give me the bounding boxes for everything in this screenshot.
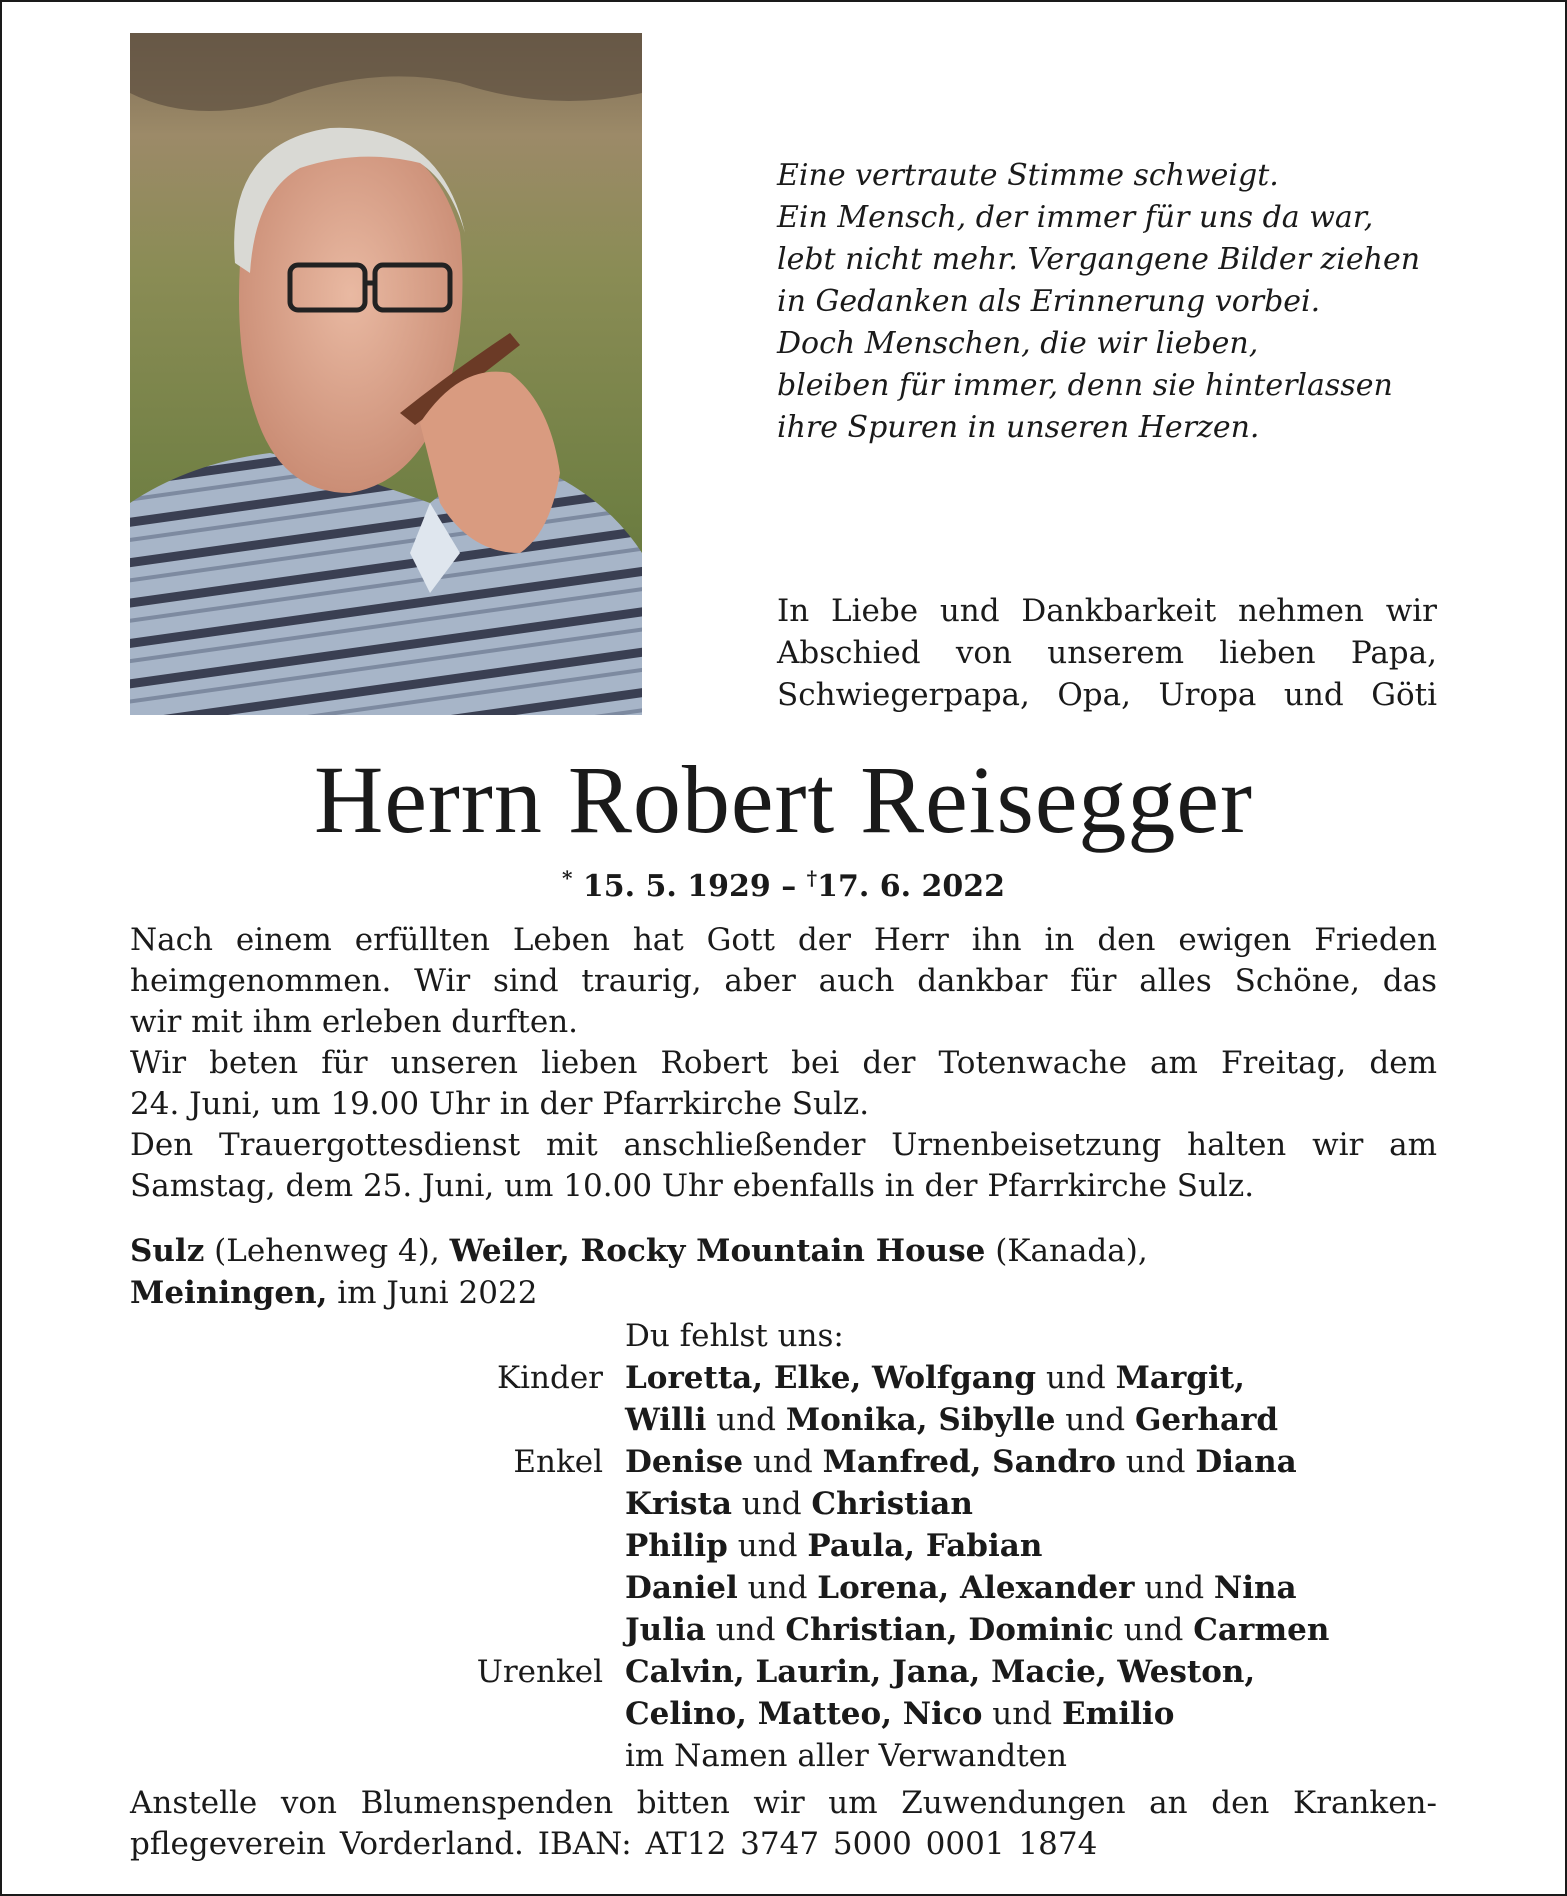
place-date: im Juni 2022 — [327, 1275, 538, 1311]
life-dates — [130, 858, 1437, 907]
birth-symbol: * — [561, 866, 573, 890]
mourner-line: Julia und Christian, Dominic und Carmen — [625, 1612, 1330, 1648]
intro-line: Abschied von unserem lieben Papa, — [777, 635, 1437, 671]
intro-line: In Liebe und Dankbarkeit nehmen wir — [777, 593, 1437, 629]
place: Sulz — [130, 1233, 205, 1269]
body-line: Nach einem erfüllten Leben hat Gott der Herr ihn in den ewigen Frieden — [130, 922, 1437, 958]
poem-line: lebt nicht mehr. Vergangene Bilder ziehen — [777, 242, 1421, 277]
places-and-date — [130, 1230, 1437, 1314]
mourner-line: Loretta, Elke, Wolfgang und Margit, — [625, 1360, 1245, 1396]
poem-line: Doch Menschen, die wir lieben, — [777, 326, 1259, 361]
place-note: (Kanada), — [985, 1233, 1148, 1269]
intro-line: Schwiegerpapa, Opa, Uropa und Göti — [777, 677, 1437, 713]
mourners-footer: im Namen aller Verwandten — [625, 1738, 1067, 1774]
farewell-intro — [777, 590, 1437, 716]
death-symbol: † — [806, 866, 818, 890]
poem-line: in Gedanken als Erinnerung vorbei. — [777, 284, 1321, 319]
label-urenkel: Urenkel — [476, 1654, 603, 1690]
deceased-name: Herrn Robert Reisegger — [313, 746, 1253, 853]
mourner-line: Willi und Monika, Sibylle und Gerhard — [625, 1402, 1279, 1438]
body-line: Wir beten für unseren lieben Robert bei der Totenwache am Freitag, dem — [130, 1045, 1437, 1081]
poem-line: Eine vertraute Stimme schweigt. — [777, 158, 1279, 193]
poem-line: bleiben für immer, denn sie hinterlassen — [777, 368, 1393, 403]
label-enkel: Enkel — [513, 1444, 603, 1480]
death-date: 17. 6. 2022 — [817, 869, 1006, 904]
label-kinder: Kinder — [496, 1360, 603, 1396]
birth-date: 15. 5. 1929 — [582, 869, 771, 904]
body-line: wir mit ihm erleben durften. — [130, 1004, 579, 1040]
place: Weiler, Rocky Mountain House — [449, 1233, 986, 1269]
mourner-line: Denise und Manfred, Sandro und Diana — [625, 1444, 1297, 1480]
donation-request — [130, 1783, 1437, 1865]
mourner-line: Calvin, Laurin, Jana, Macie, Weston, — [625, 1654, 1256, 1690]
portrait-photo — [130, 33, 642, 715]
place-note: (Lehenweg 4), — [204, 1233, 450, 1269]
mourners-heading: Du fehlst uns: — [625, 1318, 844, 1354]
poem — [777, 155, 1497, 449]
mourner-line: Celino, Matteo, Nico und Emilio — [625, 1696, 1175, 1732]
place: Meiningen, — [130, 1275, 328, 1311]
mourners-list — [130, 1315, 1437, 1777]
body-line: Samstag, dem 25. Juni, um 10.00 Uhr ebenfalls in der Pfarrkirche Sulz. — [130, 1168, 1255, 1204]
body-line: Den Trauergottesdienst mit anschließender Urnenbeisetzung halten wir am — [130, 1127, 1437, 1163]
date-separator: – — [781, 869, 797, 904]
closing-line: Anstelle von Blumenspenden bitten wir um Zuwendungen an den Kranken- — [130, 1785, 1437, 1821]
closing-line: pflegeverein Vorderland. IBAN: AT12 3747 5000 0001 1874 — [130, 1826, 1098, 1862]
mourner-line: Krista und Christian — [625, 1486, 973, 1522]
notice-body — [130, 920, 1437, 1207]
body-line: heimgenommen. Wir sind traurig, aber auch dankbar für alles Schöne, das — [130, 963, 1437, 999]
mourner-line: Philip und Paula, Fabian — [625, 1528, 1043, 1564]
poem-line: ihre Spuren in unseren Herzen. — [777, 410, 1260, 445]
poem-line: Ein Mensch, der immer für uns da war, — [777, 200, 1374, 235]
mourner-line: Daniel und Lorena, Alexander und Nina — [625, 1570, 1297, 1606]
body-line: 24. Juni, um 19.00 Uhr in der Pfarrkirche Sulz. — [130, 1086, 870, 1122]
